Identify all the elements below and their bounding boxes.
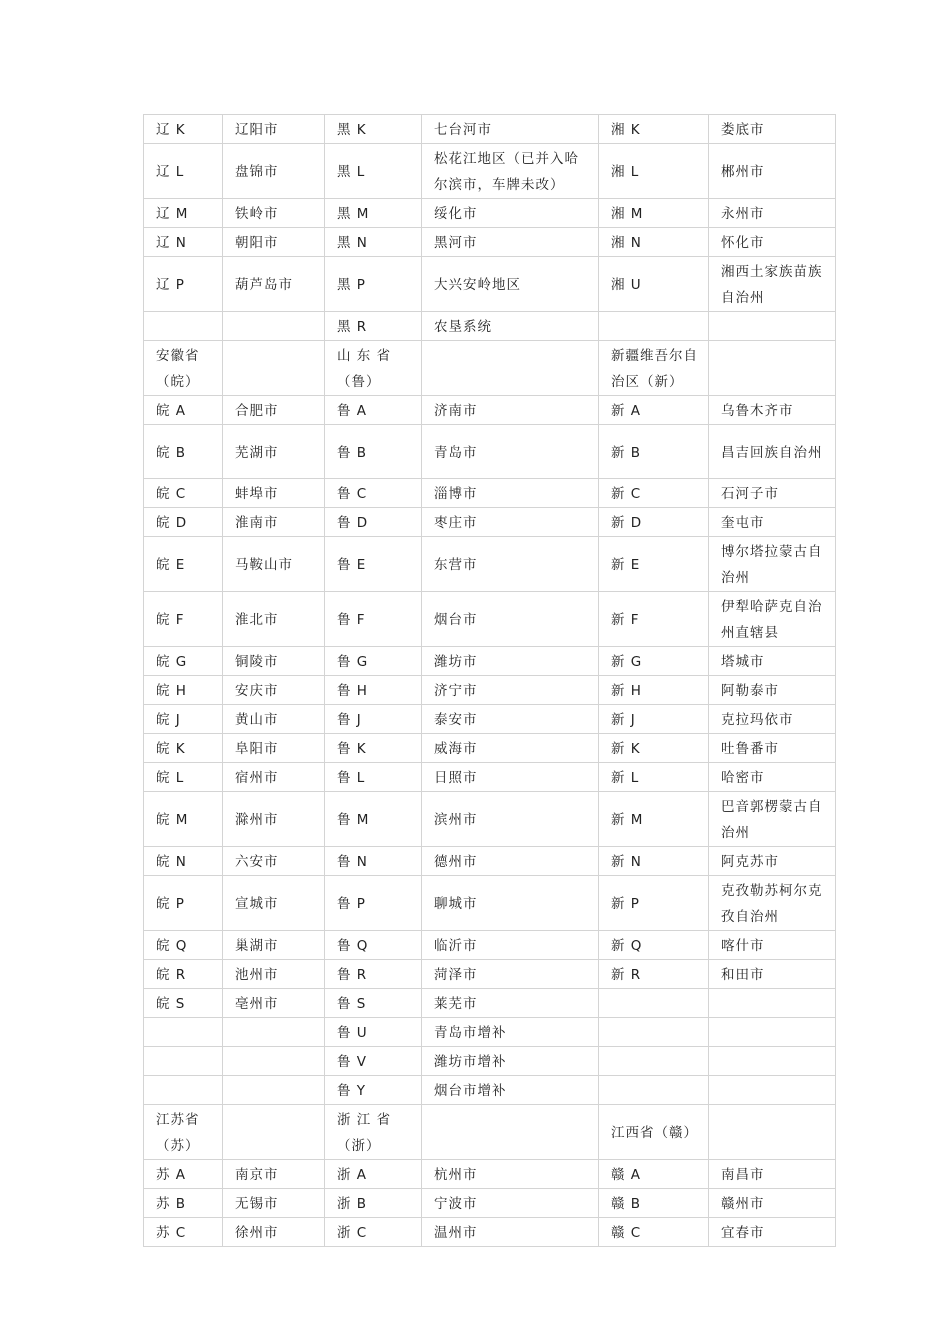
plate-code-cell: 鲁 B [325, 425, 422, 479]
plate-code-cell: 新 E [599, 537, 709, 592]
plate-code-cell: 黑 M [325, 199, 422, 228]
city-name-cell: 安庆市 [223, 676, 325, 705]
city-name-cell: 烟台市 [422, 592, 599, 647]
city-name-cell: 蚌埠市 [223, 479, 325, 508]
plate-code-cell: 新 D [599, 508, 709, 537]
city-name-cell: 阜阳市 [223, 734, 325, 763]
plate-code-cell: 皖 E [144, 537, 223, 592]
table-row [144, 1160, 836, 1189]
plate-code-cell: 皖 A [144, 396, 223, 425]
city-name-cell: 奎屯市 [709, 508, 836, 537]
city-name-cell [709, 341, 836, 396]
plate-code-cell: 新 A [599, 396, 709, 425]
plate-code-cell: 鲁 M [325, 792, 422, 847]
table-row [144, 876, 836, 931]
plate-code-cell: 皖 M [144, 792, 223, 847]
city-name-cell: 巴音郭楞蒙古自治州 [709, 792, 836, 847]
city-name-cell: 郴州市 [709, 144, 836, 199]
plate-code-cell: 山 东 省（鲁） [325, 341, 422, 396]
plate-code-cell: 新 P [599, 876, 709, 931]
city-name-cell: 淮北市 [223, 592, 325, 647]
plate-code-cell: 新 C [599, 479, 709, 508]
city-name-cell: 南昌市 [709, 1160, 836, 1189]
plate-code-cell: 新 K [599, 734, 709, 763]
city-name-cell: 潍坊市 [422, 647, 599, 676]
city-name-cell [223, 1047, 325, 1076]
city-name-cell: 聊城市 [422, 876, 599, 931]
plate-code-cell: 皖 B [144, 425, 223, 479]
plate-code-cell [144, 1018, 223, 1047]
city-name-cell [223, 1105, 325, 1160]
plate-code-cell: 鲁 N [325, 847, 422, 876]
city-name-cell: 菏泽市 [422, 960, 599, 989]
city-name-cell: 潍坊市增补 [422, 1047, 599, 1076]
plate-code-cell: 新 B [599, 425, 709, 479]
city-name-cell: 阿勒泰市 [709, 676, 836, 705]
plate-code-cell: 鲁 H [325, 676, 422, 705]
plate-code-cell: 鲁 E [325, 537, 422, 592]
table-row [144, 989, 836, 1018]
city-name-cell: 淄博市 [422, 479, 599, 508]
city-name-cell: 济南市 [422, 396, 599, 425]
plate-code-cell: 赣 B [599, 1189, 709, 1218]
city-name-cell: 娄底市 [709, 115, 836, 144]
plate-code-cell: 皖 K [144, 734, 223, 763]
plate-code-cell: 新 Q [599, 931, 709, 960]
plate-code-cell: 江西省（赣） [599, 1105, 709, 1160]
city-name-cell [223, 341, 325, 396]
plate-code-cell: 黑 K [325, 115, 422, 144]
plate-code-cell: 鲁 J [325, 705, 422, 734]
plate-code-cell: 黑 N [325, 228, 422, 257]
table-row [144, 508, 836, 537]
city-name-cell: 池州市 [223, 960, 325, 989]
plate-code-cell: 新 N [599, 847, 709, 876]
city-name-cell: 铁岭市 [223, 199, 325, 228]
plate-code-cell: 湘 U [599, 257, 709, 312]
table-row [144, 341, 836, 396]
plate-code-cell: 皖 S [144, 989, 223, 1018]
plate-code-cell: 鲁 K [325, 734, 422, 763]
plate-code-cell: 黑 L [325, 144, 422, 199]
city-name-cell: 黄山市 [223, 705, 325, 734]
plate-code-cell: 浙 江 省（浙） [325, 1105, 422, 1160]
plate-code-cell: 江苏省（苏） [144, 1105, 223, 1160]
city-name-cell: 日照市 [422, 763, 599, 792]
table-row [144, 199, 836, 228]
plate-code-cell: 新 G [599, 647, 709, 676]
city-name-cell: 怀化市 [709, 228, 836, 257]
city-name-cell [709, 312, 836, 341]
plate-code-cell: 苏 B [144, 1189, 223, 1218]
plate-code-cell: 皖 Q [144, 931, 223, 960]
plate-code-cell: 皖 N [144, 847, 223, 876]
city-name-cell: 徐州市 [223, 1218, 325, 1247]
city-name-cell: 大兴安岭地区 [422, 257, 599, 312]
table-row [144, 676, 836, 705]
plate-code-cell [599, 1076, 709, 1105]
city-name-cell: 农垦系统 [422, 312, 599, 341]
city-name-cell: 博尔塔拉蒙古自治州 [709, 537, 836, 592]
plate-code-cell [599, 1018, 709, 1047]
plate-code-cell: 辽 M [144, 199, 223, 228]
plate-code-cell: 皖 F [144, 592, 223, 647]
table-row [144, 1218, 836, 1247]
plate-code-cell: 辽 N [144, 228, 223, 257]
plate-code-cell: 湘 K [599, 115, 709, 144]
city-name-cell [223, 1076, 325, 1105]
table-row [144, 228, 836, 257]
plate-code-cell: 鲁 Q [325, 931, 422, 960]
city-name-cell: 朝阳市 [223, 228, 325, 257]
plate-code-cell: 鲁 C [325, 479, 422, 508]
table-row [144, 647, 836, 676]
city-name-cell: 巢湖市 [223, 931, 325, 960]
plate-code-cell: 皖 R [144, 960, 223, 989]
plate-code-cell: 黑 P [325, 257, 422, 312]
plate-code-cell: 安徽省（皖） [144, 341, 223, 396]
plate-code-cell: 浙 C [325, 1218, 422, 1247]
license-plate-table [143, 114, 836, 1247]
city-name-cell: 泰安市 [422, 705, 599, 734]
city-name-cell [422, 341, 599, 396]
plate-code-cell: 皖 P [144, 876, 223, 931]
city-name-cell: 杭州市 [422, 1160, 599, 1189]
city-name-cell: 松花江地区（已并入哈尔滨市，车牌未改） [422, 144, 599, 199]
table-row [144, 1189, 836, 1218]
plate-code-cell: 新 F [599, 592, 709, 647]
table-row [144, 537, 836, 592]
plate-code-cell: 鲁 G [325, 647, 422, 676]
plate-code-cell: 浙 B [325, 1189, 422, 1218]
city-name-cell: 无锡市 [223, 1189, 325, 1218]
city-name-cell: 合肥市 [223, 396, 325, 425]
plate-code-cell: 鲁 S [325, 989, 422, 1018]
city-name-cell: 临沂市 [422, 931, 599, 960]
table-row [144, 705, 836, 734]
plate-code-cell: 鲁 V [325, 1047, 422, 1076]
city-name-cell: 阿克苏市 [709, 847, 836, 876]
plate-code-cell: 湘 N [599, 228, 709, 257]
city-name-cell: 南京市 [223, 1160, 325, 1189]
city-name-cell: 六安市 [223, 847, 325, 876]
city-name-cell: 宁波市 [422, 1189, 599, 1218]
plate-code-cell: 鲁 A [325, 396, 422, 425]
city-name-cell: 乌鲁木齐市 [709, 396, 836, 425]
city-name-cell: 温州市 [422, 1218, 599, 1247]
plate-code-cell: 赣 C [599, 1218, 709, 1247]
city-name-cell: 石河子市 [709, 479, 836, 508]
city-name-cell: 盘锦市 [223, 144, 325, 199]
table-row [144, 425, 836, 479]
plate-code-cell: 皖 J [144, 705, 223, 734]
city-name-cell: 威海市 [422, 734, 599, 763]
table-row [144, 479, 836, 508]
plate-code-cell [599, 312, 709, 341]
city-name-cell: 葫芦岛市 [223, 257, 325, 312]
plate-code-cell: 黑 R [325, 312, 422, 341]
plate-code-cell: 湘 M [599, 199, 709, 228]
city-name-cell: 和田市 [709, 960, 836, 989]
plate-code-cell [144, 312, 223, 341]
city-name-cell [223, 1018, 325, 1047]
city-name-cell: 马鞍山市 [223, 537, 325, 592]
table-row [144, 847, 836, 876]
city-name-cell: 昌吉回族自治州 [709, 425, 836, 479]
city-name-cell: 宣城市 [223, 876, 325, 931]
city-name-cell: 滨州市 [422, 792, 599, 847]
plate-code-cell: 辽 L [144, 144, 223, 199]
city-name-cell: 绥化市 [422, 199, 599, 228]
city-name-cell: 亳州市 [223, 989, 325, 1018]
city-name-cell: 宜春市 [709, 1218, 836, 1247]
plate-code-cell: 鲁 P [325, 876, 422, 931]
plate-code-cell: 皖 L [144, 763, 223, 792]
plate-code-cell: 鲁 F [325, 592, 422, 647]
plate-code-cell: 湘 L [599, 144, 709, 199]
city-name-cell: 哈密市 [709, 763, 836, 792]
plate-code-cell: 辽 P [144, 257, 223, 312]
city-name-cell: 莱芜市 [422, 989, 599, 1018]
plate-code-cell: 鲁 Y [325, 1076, 422, 1105]
table-row [144, 763, 836, 792]
city-name-cell [223, 312, 325, 341]
city-name-cell [709, 1018, 836, 1047]
city-name-cell: 喀什市 [709, 931, 836, 960]
table-row [144, 144, 836, 199]
city-name-cell: 德州市 [422, 847, 599, 876]
plate-code-cell: 新 R [599, 960, 709, 989]
plate-code-cell [599, 1047, 709, 1076]
plate-code-cell: 新疆维吾尔自治区（新） [599, 341, 709, 396]
city-name-cell: 芜湖市 [223, 425, 325, 479]
city-name-cell: 永州市 [709, 199, 836, 228]
table-row [144, 1076, 836, 1105]
table-row [144, 592, 836, 647]
plate-code-cell: 苏 C [144, 1218, 223, 1247]
city-name-cell: 青岛市 [422, 425, 599, 479]
city-name-cell: 克孜勒苏柯尔克孜自治州 [709, 876, 836, 931]
city-name-cell: 吐鲁番市 [709, 734, 836, 763]
plate-code-cell: 鲁 L [325, 763, 422, 792]
city-name-cell: 湘西土家族苗族自治州 [709, 257, 836, 312]
city-name-cell: 淮南市 [223, 508, 325, 537]
plate-code-cell: 皖 G [144, 647, 223, 676]
plate-code-cell: 新 J [599, 705, 709, 734]
plate-code-cell: 赣 A [599, 1160, 709, 1189]
license-plate-table-body [144, 115, 836, 1247]
table-row [144, 312, 836, 341]
plate-code-cell: 新 H [599, 676, 709, 705]
city-name-cell: 枣庄市 [422, 508, 599, 537]
city-name-cell: 黑河市 [422, 228, 599, 257]
plate-code-cell: 新 M [599, 792, 709, 847]
city-name-cell: 铜陵市 [223, 647, 325, 676]
city-name-cell: 辽阳市 [223, 115, 325, 144]
plate-code-cell: 辽 K [144, 115, 223, 144]
plate-code-cell: 鲁 U [325, 1018, 422, 1047]
plate-code-cell: 皖 D [144, 508, 223, 537]
city-name-cell [709, 1105, 836, 1160]
table-row [144, 257, 836, 312]
table-row [144, 931, 836, 960]
plate-code-cell: 鲁 R [325, 960, 422, 989]
table-row [144, 792, 836, 847]
city-name-cell: 东营市 [422, 537, 599, 592]
city-name-cell: 宿州市 [223, 763, 325, 792]
plate-code-cell: 浙 A [325, 1160, 422, 1189]
plate-code-cell [144, 1047, 223, 1076]
city-name-cell [709, 1047, 836, 1076]
plate-code-cell [599, 989, 709, 1018]
plate-code-cell: 新 L [599, 763, 709, 792]
city-name-cell: 烟台市增补 [422, 1076, 599, 1105]
table-row [144, 1018, 836, 1047]
city-name-cell: 滁州市 [223, 792, 325, 847]
table-row [144, 1105, 836, 1160]
city-name-cell: 塔城市 [709, 647, 836, 676]
table-row [144, 396, 836, 425]
plate-code-cell: 鲁 D [325, 508, 422, 537]
table-row [144, 115, 836, 144]
plate-code-cell: 皖 H [144, 676, 223, 705]
city-name-cell: 青岛市增补 [422, 1018, 599, 1047]
city-name-cell: 济宁市 [422, 676, 599, 705]
city-name-cell: 克拉玛依市 [709, 705, 836, 734]
plate-code-cell: 皖 C [144, 479, 223, 508]
city-name-cell [422, 1105, 599, 1160]
table-row [144, 1047, 836, 1076]
city-name-cell [709, 1076, 836, 1105]
city-name-cell: 伊犁哈萨克自治州直辖县 [709, 592, 836, 647]
plate-code-cell [144, 1076, 223, 1105]
plate-code-cell: 苏 A [144, 1160, 223, 1189]
city-name-cell [709, 989, 836, 1018]
table-row [144, 960, 836, 989]
city-name-cell: 赣州市 [709, 1189, 836, 1218]
table-row [144, 734, 836, 763]
city-name-cell: 七台河市 [422, 115, 599, 144]
